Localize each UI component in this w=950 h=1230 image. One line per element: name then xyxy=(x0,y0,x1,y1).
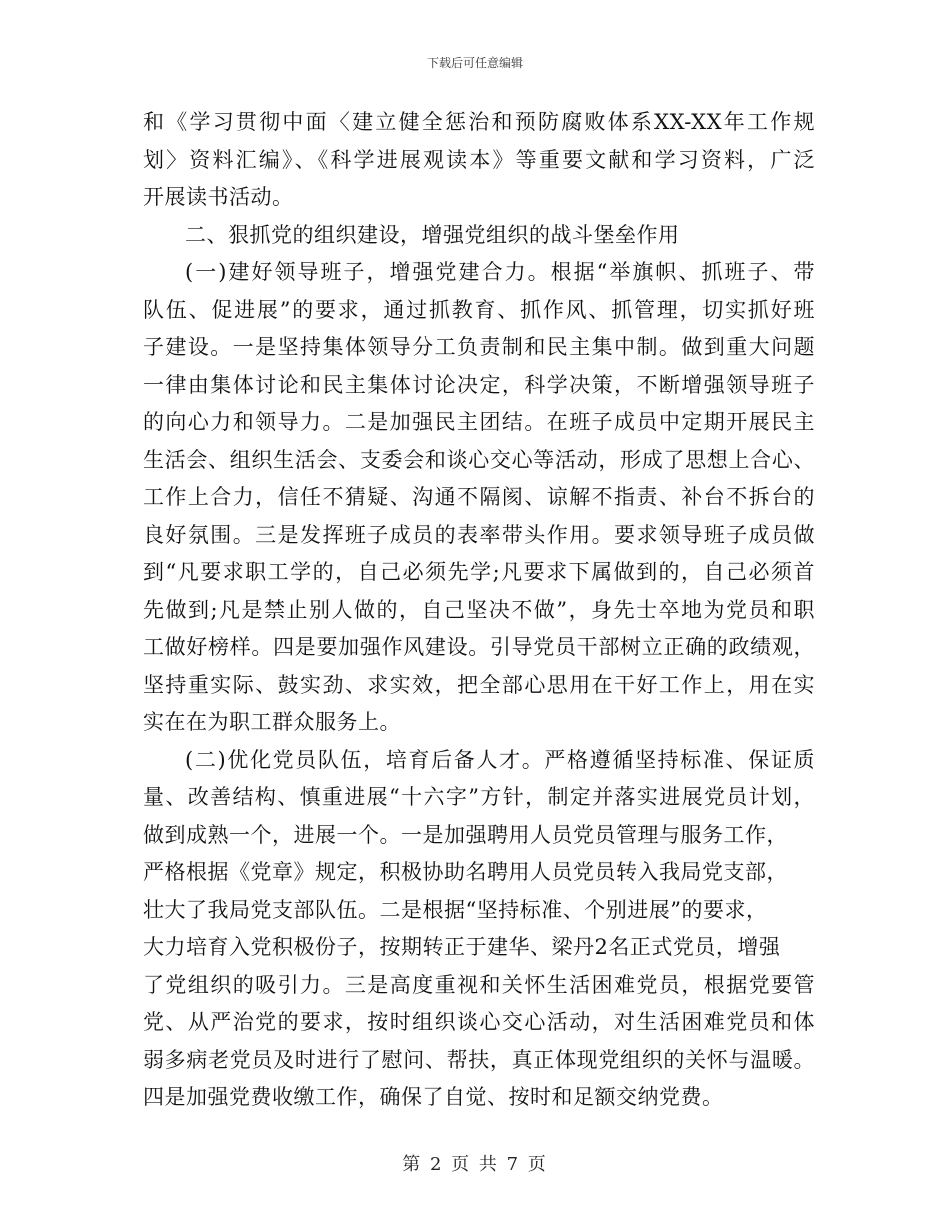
text-line-8: 一律由集体讨论和民主集体讨论决定，科学决策，不断增强领导班子 xyxy=(143,372,815,397)
text-line-5: (一)建好领导班子，增强党建合力。根据“举旗帜、抓班子、带 xyxy=(185,260,815,284)
text-line-6: 队伍、促进展”的要求，通过抓教育、抓作风、抓管理，切实抓好班 xyxy=(143,297,815,322)
text-line-13: 到“凡要求职工学的，自己必须先学;凡要求下属做到的，自己必须首 xyxy=(143,560,815,584)
text-line-3: 开展读书活动。 xyxy=(143,185,294,209)
text-line-24: 了党组织的吸引力。三是高度重视和关怀生活困难党员，根据党要管 xyxy=(143,972,815,997)
text-line-10: 生活会、组织生活会、支委会和谈心交心等活动，形成了思想上合心、 xyxy=(143,447,815,472)
section-heading-2: 二、狠抓党的组织建设，增强党组织的战斗堡垒作用 xyxy=(185,222,680,247)
text-line-17: 实在在为职工群众服务上。 xyxy=(143,710,401,734)
text-line-25: 党、从严治党的要求，按时组织谈心交心活动，对生活困难党员和体 xyxy=(143,1010,815,1034)
document-body xyxy=(143,104,815,1117)
text-line-11: 工作上合力，信任不猜疑、沟通不隔阂、谅解不指责、补台不拆台的 xyxy=(143,485,815,509)
text-line-7: 子建设。一是坚持集体领导分工负责制和民主集中制。做到重大问题 xyxy=(143,335,815,359)
text-line-23: 大力培育入党积极份子，按期转正于建华、梁丹2名正式党员，增强 xyxy=(143,935,781,959)
text-line-14: 先做到;凡是禁止别人做的，自己坚决不做”，身先士卒地为党员和职 xyxy=(143,597,815,622)
text-line-26: 弱多病老党员及时进行了慰问、帮扶，真正体现党组织的关怀与温暖。 xyxy=(143,1047,815,1072)
text-line-16: 坚持重实际、鼓实劲、求实效，把全部心思用在干好工作上，用在实 xyxy=(143,672,815,697)
page-header-note: 下载后可任意编辑 xyxy=(426,56,523,70)
page-number-footer: 第 2 页 共 7 页 xyxy=(402,1154,548,1175)
text-line-18: (二)优化党员队伍，培育后备人才。严格遵循坚持标准、保证质 xyxy=(185,747,815,772)
text-line-12: 良好氛围。三是发挥班子成员的表率带头作用。要求领导班子成员做 xyxy=(143,522,815,547)
text-line-21: 严格根据《党章》规定，积极协助名聘用人员党员转入我局党支部， xyxy=(143,860,788,884)
text-line-1: 和《学习贯彻中面〈建立健全惩治和预防腐败体系XX-XX年工作规 xyxy=(143,110,815,134)
text-line-9: 的向心力和领导力。二是加强民主团结。在班子成员中定期开展民主 xyxy=(143,410,815,434)
text-line-22: 壮大了我局党支部队伍。二是根据“坚持标准、个别进展”的要求， xyxy=(143,897,768,922)
text-line-27: 四是加强党费收缴工作，确保了自觉、按时和足额交纳党费。 xyxy=(143,1085,724,1109)
text-line-2: 划〉资料汇编》、《科学进展观读本》等重要文献和学习资料，广泛 xyxy=(143,147,815,172)
text-line-15: 工做好榜样。四是要加强作风建设。引导党员干部树立正确的政绩观， xyxy=(143,635,815,659)
text-line-19: 量、改善结构、慎重进展“十六字”方针，制定并落实进展党员计划， xyxy=(143,785,815,809)
text-line-20: 做到成熟一个，进展一个。一是加强聘用人员党员管理与服务工作， xyxy=(143,822,788,847)
